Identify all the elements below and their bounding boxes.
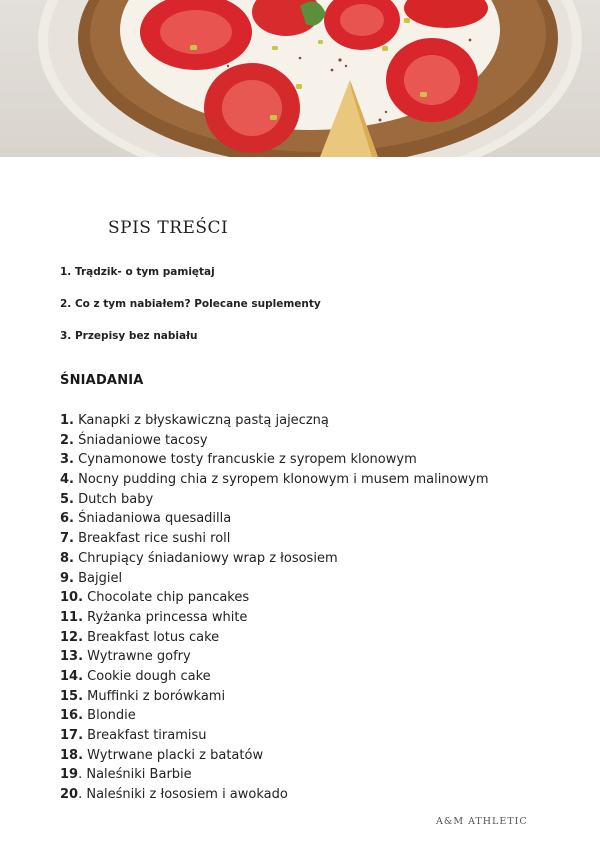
- recipe-number: 10.: [60, 590, 84, 606]
- recipe-number: 4.: [60, 472, 74, 488]
- recipe-number: 1.: [60, 413, 74, 428]
- recipe-number: 3.: [60, 452, 74, 468]
- recipe-number: 11.: [60, 609, 84, 625]
- category-heading: ŚNIADANIA: [60, 373, 144, 388]
- recipe-item[interactable]: [60, 569, 488, 589]
- recipe-item[interactable]: [60, 687, 488, 707]
- recipe-item[interactable]: [60, 647, 488, 667]
- recipe-name: . Naleśniki z łososiem i awokado: [78, 787, 288, 803]
- recipe-name: Muffinki z borówkami: [87, 688, 226, 704]
- recipe-item[interactable]: [60, 608, 488, 628]
- hero-photo: [0, 0, 600, 157]
- recipe-name: Breakfast lotus cake: [87, 629, 220, 645]
- recipe-name: Breakfast rice sushi roll: [78, 531, 231, 547]
- recipe-item[interactable]: [60, 667, 488, 687]
- recipe-name: . Naleśniki Barbie: [78, 767, 192, 783]
- recipe-number: 19: [60, 767, 79, 783]
- recipe-list: [60, 411, 488, 805]
- recipe-number: 9.: [60, 570, 74, 586]
- recipe-item[interactable]: [60, 549, 488, 569]
- recipe-number: 20: [60, 787, 79, 803]
- recipe-item[interactable]: [60, 411, 488, 431]
- recipe-number: 8.: [60, 550, 74, 566]
- recipe-number: 16.: [60, 708, 84, 724]
- recipe-number: 17.: [60, 728, 84, 743]
- recipe-number: 7.: [60, 531, 74, 547]
- recipe-name: Wytrawne gofry: [87, 649, 191, 665]
- recipe-name: Dutch baby: [78, 491, 154, 507]
- recipe-number: 6.: [60, 511, 74, 527]
- recipe-item[interactable]: [60, 470, 488, 490]
- toc-title: SPIS TREŚCI: [108, 218, 229, 238]
- recipe-name: Blondie: [87, 708, 136, 724]
- recipe-item[interactable]: [60, 450, 488, 470]
- recipe-name: Chocolate chip pancakes: [87, 590, 250, 606]
- recipe-item[interactable]: [60, 706, 488, 726]
- recipe-item[interactable]: [60, 726, 488, 746]
- recipe-item[interactable]: [60, 529, 488, 549]
- brand-footer: A&M ATHLETIC: [436, 816, 528, 827]
- recipe-number: 12.: [60, 629, 84, 645]
- toc-section-item[interactable]: 1. Trądzik- o tym pamiętaj: [60, 266, 215, 278]
- recipe-name: Breakfast tiramisu: [87, 728, 207, 743]
- recipe-name: Kanapki z błyskawiczną pastą jajeczną: [78, 413, 329, 428]
- recipe-name: Wytrwane placki z batatów: [87, 747, 264, 763]
- recipe-item[interactable]: [60, 785, 488, 805]
- recipe-item[interactable]: [60, 509, 488, 529]
- recipe-item[interactable]: [60, 746, 488, 766]
- recipe-number: 5.: [60, 491, 74, 507]
- recipe-name: Śniadaniowa quesadilla: [78, 511, 232, 527]
- recipe-number: 14.: [60, 668, 84, 684]
- pancake-with-strawberries-photo: [0, 0, 600, 157]
- recipe-number: 18.: [60, 747, 84, 763]
- recipe-item[interactable]: [60, 490, 488, 510]
- recipe-name: Ryżanka princessa white: [87, 609, 248, 625]
- recipe-name: Nocny pudding chia z syropem klonowym i musem malinowym: [78, 472, 489, 488]
- recipe-item[interactable]: [60, 588, 488, 608]
- recipe-item[interactable]: [60, 431, 488, 451]
- recipe-name: Cynamonowe tosty francuskie z syropem klonowym: [78, 452, 417, 468]
- recipe-number: 13.: [60, 649, 84, 665]
- recipe-name: Chrupiący śniadaniowy wrap z łososiem: [78, 550, 338, 566]
- recipe-number: 2.: [60, 432, 74, 448]
- recipe-item[interactable]: [60, 628, 488, 648]
- recipe-name: Śniadaniowe tacosy: [78, 432, 208, 448]
- recipe-item[interactable]: [60, 765, 488, 785]
- toc-section-item[interactable]: 2. Co z tym nabiałem? Polecane suplementy: [60, 298, 321, 310]
- recipe-name: Cookie dough cake: [87, 668, 211, 684]
- toc-section-item[interactable]: 3. Przepisy bez nabiału: [60, 330, 198, 342]
- recipe-name: Bajgiel: [78, 570, 123, 586]
- recipe-number: 15.: [60, 688, 84, 704]
